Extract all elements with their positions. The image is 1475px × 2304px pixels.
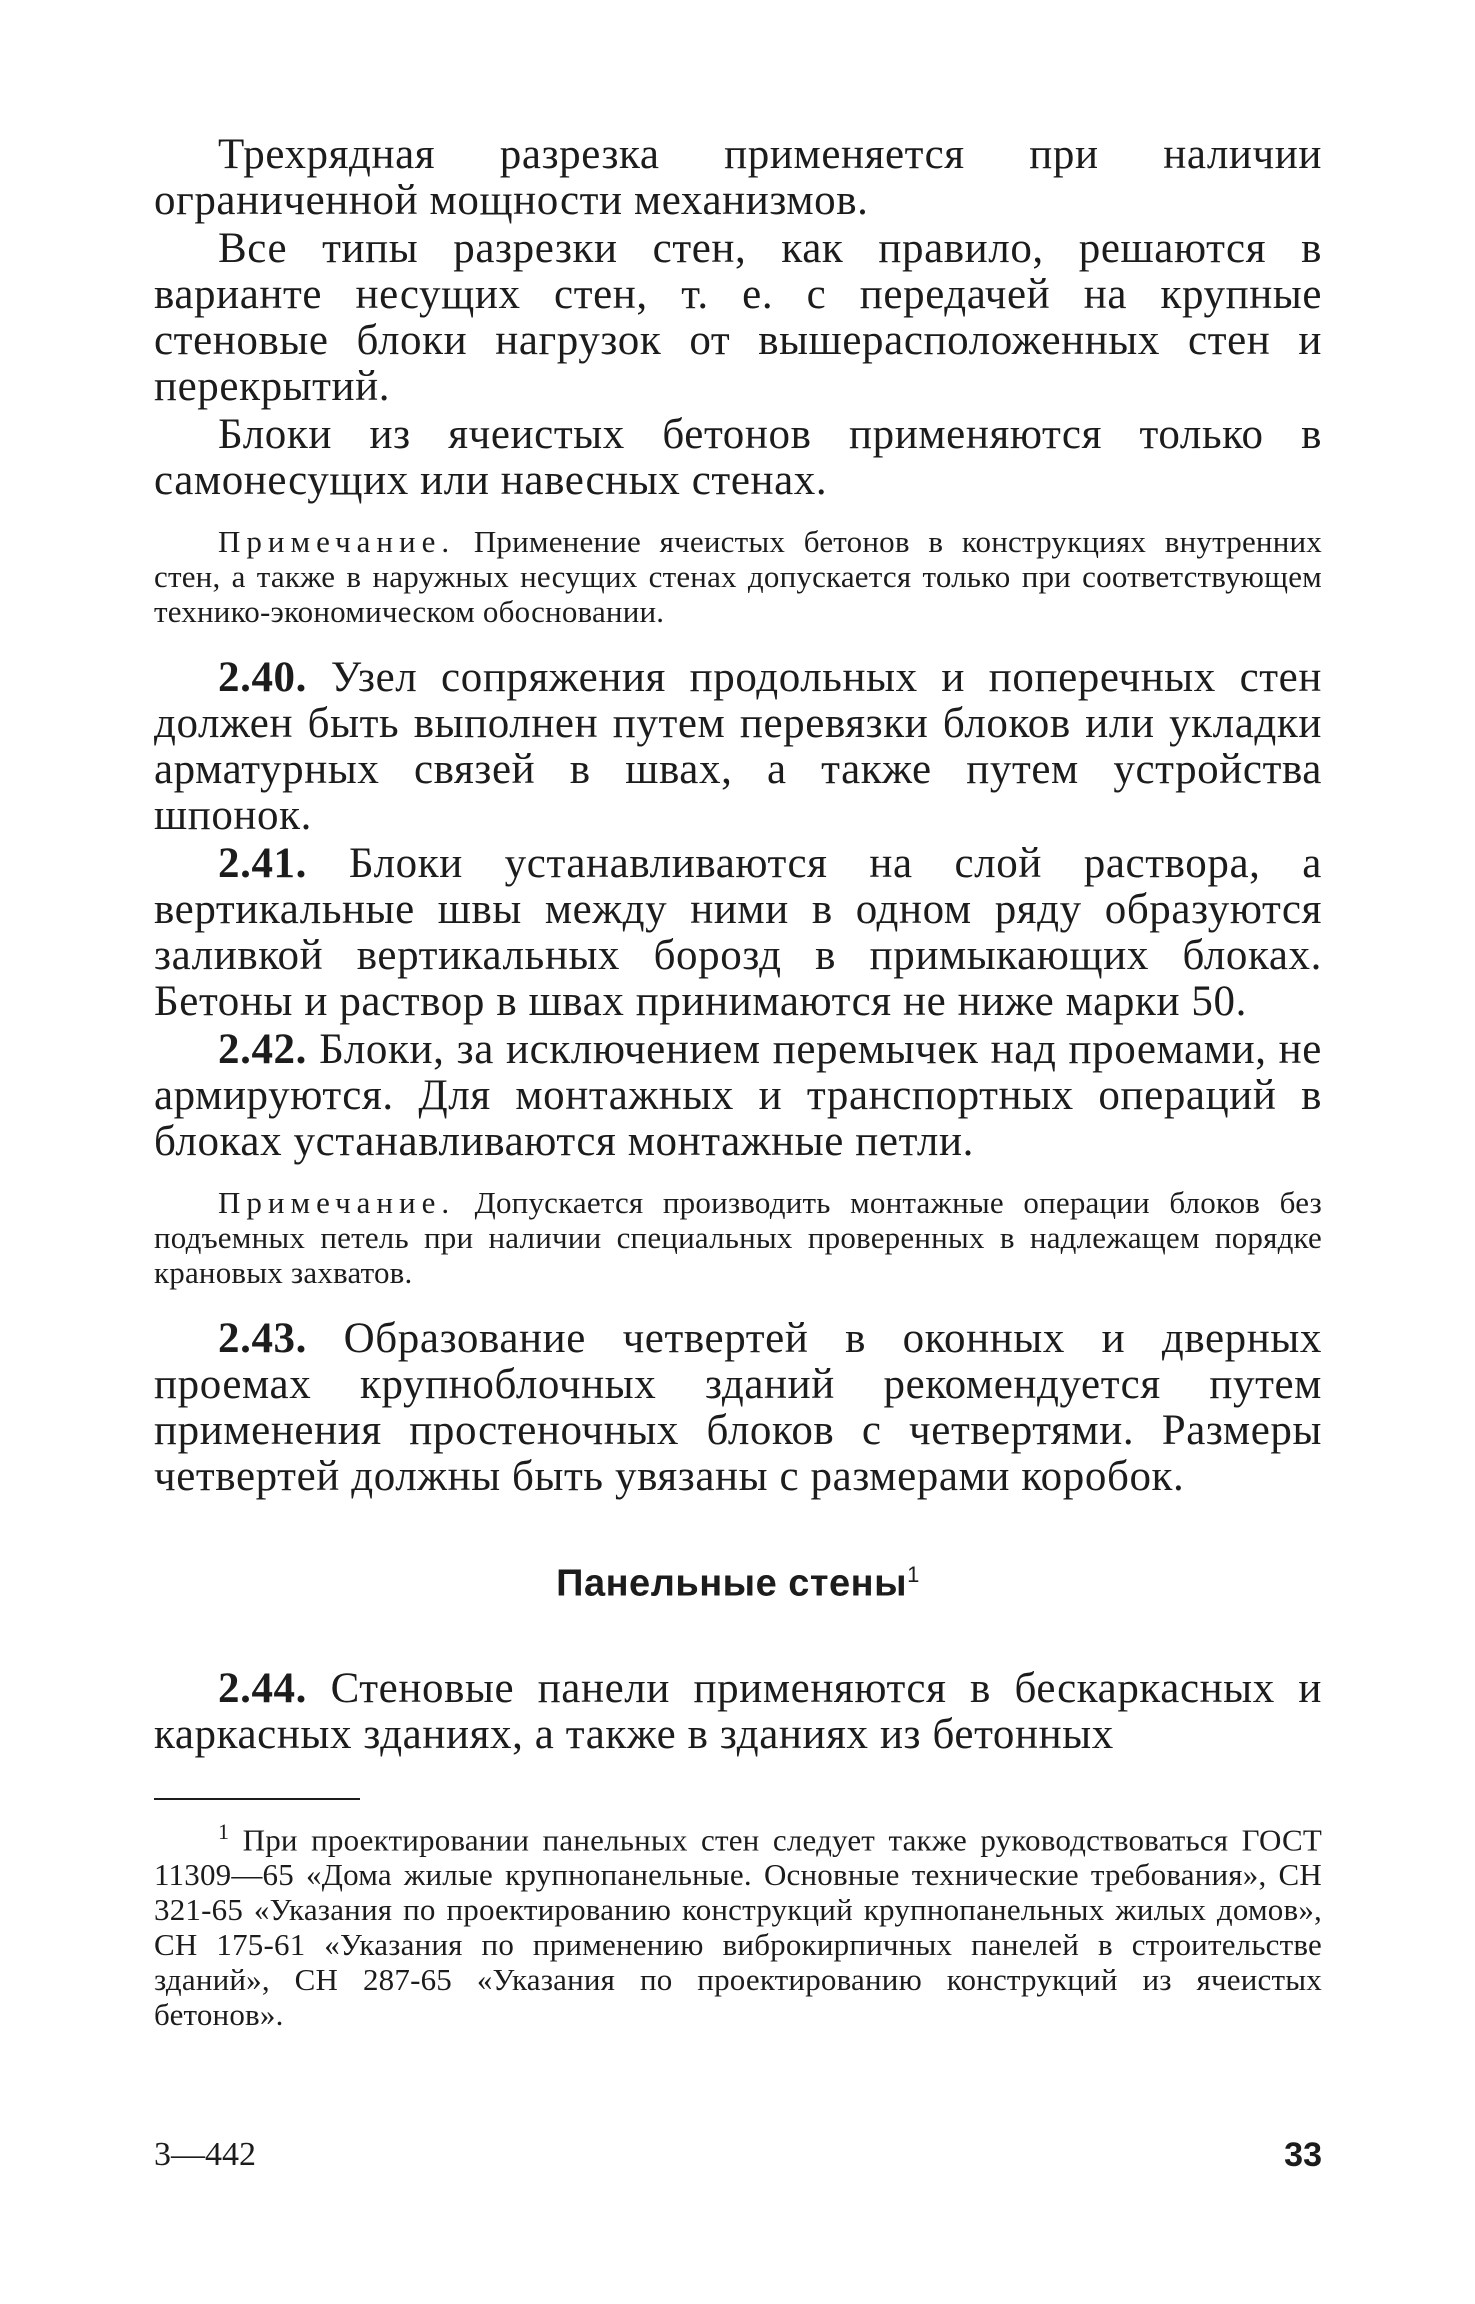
clause-2-44 bbox=[154, 1666, 1322, 1758]
section-title: Панельные стены bbox=[556, 1562, 908, 1605]
clause-number: 2.42. bbox=[218, 1026, 307, 1073]
signature-mark: 3—442 bbox=[154, 2136, 256, 2173]
clause-number: 2.40. bbox=[218, 654, 307, 701]
note bbox=[154, 1185, 1322, 1290]
footnote-text: При проектировании панельных стен следует также руководствоваться ГОСТ 11309—65 «Дома жилые крупнопанельные. Основные технические требования», СН 321-65 «Указания по проектированию конструкций крупнопанельных жилых домов», СН 175-61 «Указания по применению виброкирпичных панелей в строительстве зданий», СН 287-65 «Указания по проектированию конструкций из ячеистых бетонов». bbox=[154, 1821, 1323, 2032]
footnote-mark: 1 bbox=[218, 1818, 230, 1844]
section-heading bbox=[154, 1562, 1322, 1606]
paragraph: Все типы разрезки стен, как правило, решаются в варианте несущих стен, т. е. с передачей на крупные стеновые блоки нагрузок от вышерасположенных стен и перекрытий. bbox=[154, 225, 1322, 410]
note-text: Допускается производить монтажные операции блоков без подъемных петель при наличии специальных проверенных в надлежащем порядке крановых захватов. bbox=[154, 1185, 1322, 1290]
clause-text: Образование четвертей в оконных и дверных проемах крупноблочных зданий рекомендуется путем применения простеночных блоков с четвертями. Размеры четвертей должны быть увязаны с размерами коробок. bbox=[154, 1315, 1322, 1500]
clause-number: 2.43. bbox=[218, 1315, 307, 1362]
note-label: Примечание. bbox=[218, 1185, 456, 1220]
page-number: 33 bbox=[1284, 2136, 1322, 2174]
clause-text: Узел сопряжения продольных и поперечных стен должен быть выполнен путем перевязки блоков или укладки арматурных связей в швах, а также путем устройства шпонок. bbox=[154, 654, 1322, 839]
footnote-reference: 1 bbox=[907, 1562, 920, 1587]
clause-text: Блоки, за исключением перемычек над проемами, не армируются. Для монтажных и транспортных операций в блоках устанавливаются монтажные петли. bbox=[154, 1026, 1322, 1165]
clause-number: 2.44. bbox=[218, 1664, 307, 1712]
clause-text: Блоки устанавливаются на слой раствора, а вертикальные швы между ними в одном ряду образуются заливкой вертикальных борозд в примыкающих блоках. Бетоны и раствор в швах принимаются не ниже марки 50. bbox=[154, 840, 1322, 1025]
page-footer bbox=[154, 2136, 1322, 2175]
footnote-divider bbox=[154, 1798, 360, 1800]
clause-2-41 bbox=[154, 841, 1322, 1025]
note-label: Примечание. bbox=[218, 524, 456, 559]
clause-2-40 bbox=[154, 655, 1322, 839]
clause-text: Стеновые панели применяются в бескаркасных и каркасных зданиях, а также в зданиях из бетонных bbox=[154, 1664, 1323, 1758]
clause-2-42 bbox=[154, 1027, 1322, 1165]
clause-number: 2.41. bbox=[218, 840, 307, 887]
clause-2-43 bbox=[154, 1316, 1322, 1500]
footnote bbox=[154, 1814, 1322, 2032]
page-body bbox=[154, 132, 1322, 2032]
note bbox=[154, 524, 1322, 629]
paragraph: Блоки из ячеистых бетонов применяются только в самонесущих или навесных стенах. bbox=[154, 411, 1322, 504]
paragraph: Трехрядная разрезка применяется при наличии ограниченной мощности механизмов. bbox=[154, 131, 1322, 224]
note-text: Применение ячеистых бетонов в конструкциях внутренних стен, а также в наружных несущих стенах допускается только при соответствующем технико-экономическом обосновании. bbox=[154, 524, 1322, 629]
